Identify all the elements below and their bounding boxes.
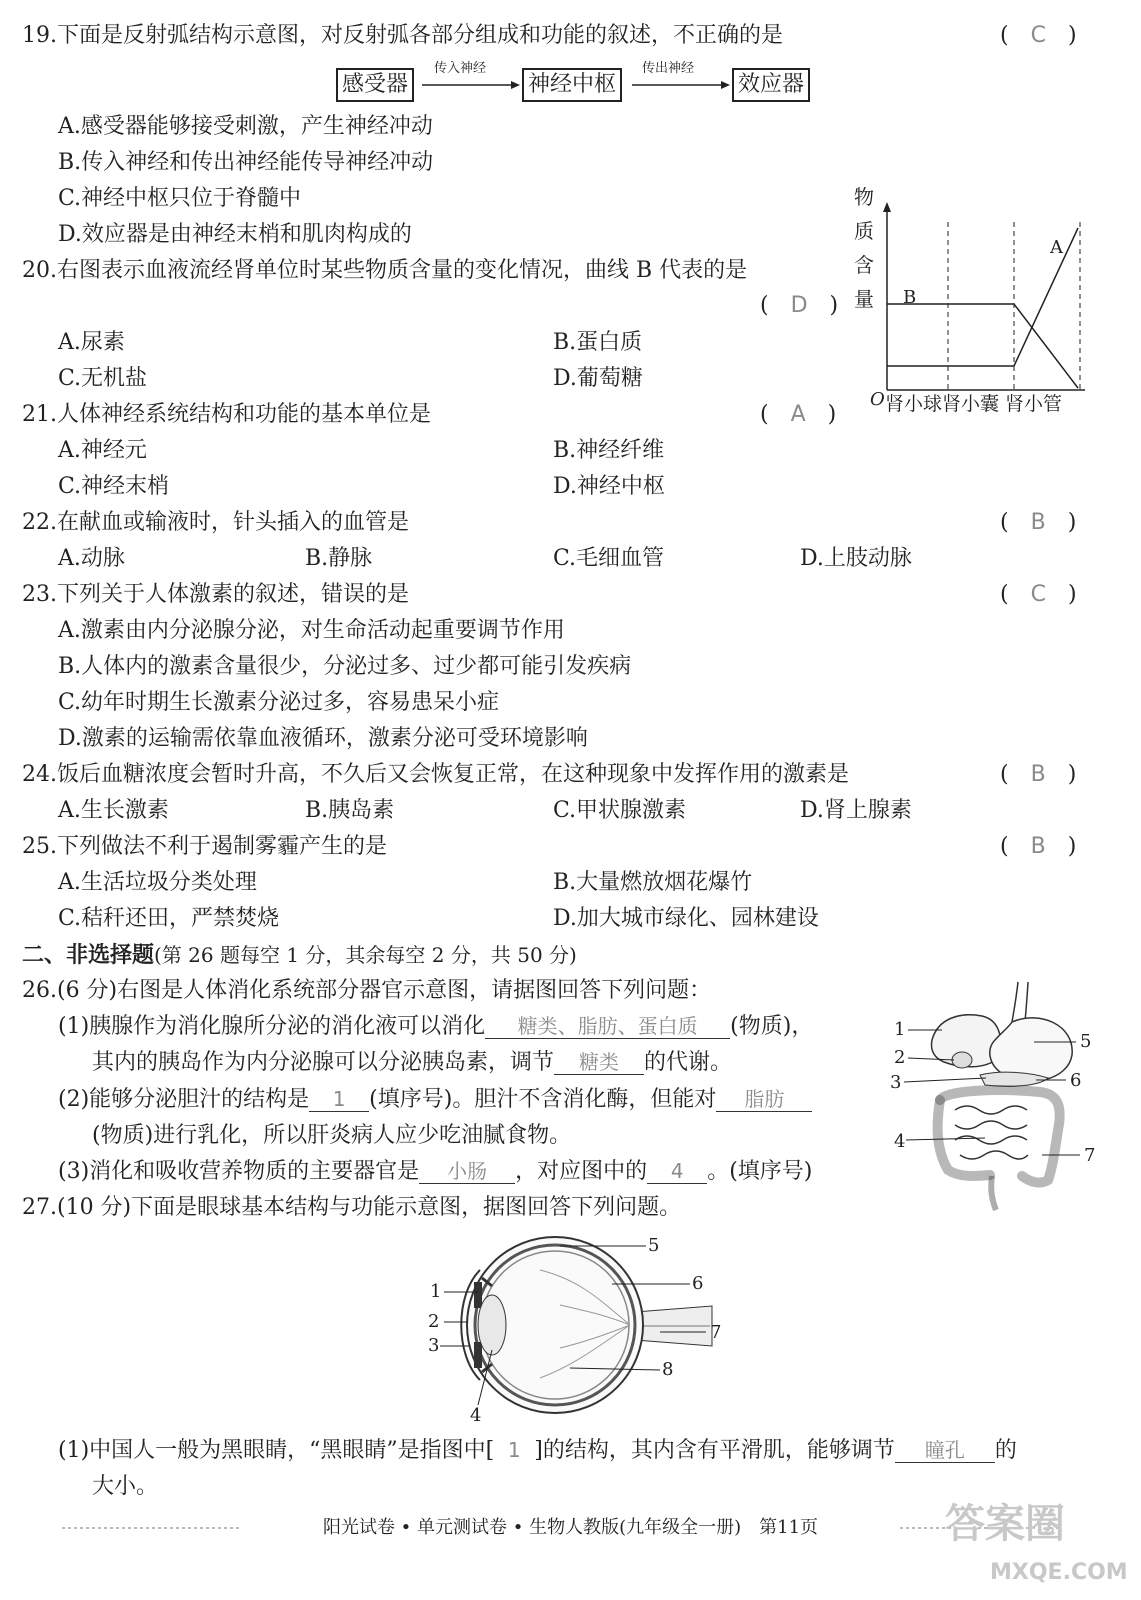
q23-option-d: D.激素的运输需依靠血液循环，激素分泌可受环境影响 bbox=[58, 726, 588, 751]
q24-stem: 24.饭后血糖浓度会暂时升高，不久后又会恢复正常，在这种现象中发挥作用的激素是 bbox=[22, 762, 849, 787]
q19-option-d: D.效应器是由神经末梢和肌肉构成的 bbox=[58, 222, 412, 247]
q19-option-b: B.传入神经和传出神经能传导神经冲动 bbox=[58, 150, 434, 175]
q19-stem: 19.下面是反射弧结构示意图，对反射弧各部分组成和功能的叙述，不正确的是 bbox=[22, 23, 783, 48]
watermark-url: MXQE.COM bbox=[990, 1560, 1128, 1585]
q20-option-a: A.尿素 bbox=[58, 330, 125, 355]
flow-receptor: 感受器 bbox=[336, 68, 414, 102]
q25-answer: ( B ) bbox=[1000, 834, 1077, 859]
graph-ylabel-4: 量 bbox=[854, 287, 874, 311]
q20-stem: 20.右图表示血液流经肾单位时某些物质含量的变化情况，曲线 B 代表的是 bbox=[22, 258, 748, 283]
section2-title: 二、非选择题 bbox=[22, 942, 155, 968]
q27-blank-1[interactable]: 1 bbox=[507, 1438, 521, 1462]
q26-blank-6[interactable]: 4 bbox=[647, 1159, 707, 1184]
q21-option-c: C.神经末梢 bbox=[58, 474, 170, 499]
digestive-label-6: 6 bbox=[1070, 1070, 1082, 1091]
q22-stem: 22.在献血或输液时，针头插入的血管是 bbox=[22, 510, 409, 535]
q21-option-b: B.神经纤维 bbox=[553, 438, 665, 463]
q24-option-d: D.肾上腺素 bbox=[800, 798, 912, 823]
digestive-label-1: 1 bbox=[894, 1019, 906, 1040]
q26-part1-line2: 其内的胰岛作为内分泌腺可以分泌胰岛素，调节 糖类 的代谢。 bbox=[92, 1050, 733, 1075]
q25-option-c: C.秸秆还田，严禁焚烧 bbox=[58, 906, 280, 931]
q19-option-a: A.感受器能够接受刺激，产生神经冲动 bbox=[58, 114, 433, 139]
q22-option-d: D.上肢动脉 bbox=[800, 546, 912, 571]
graph-origin: O bbox=[870, 389, 885, 410]
q27-stem: 27.(10 分)下面是眼球基本结构与功能示意图，据图回答下列问题。 bbox=[22, 1195, 682, 1220]
eye-label-7: 7 bbox=[710, 1322, 722, 1343]
q26-stem: 26.(6 分)右图是人体消化系统部分器官示意图，请据图回答下列问题： bbox=[22, 978, 712, 1003]
q23-answer: ( C ) bbox=[1000, 582, 1077, 607]
flow-afferent-label: 传入神经 bbox=[434, 61, 487, 76]
q22-answer: ( B ) bbox=[1000, 510, 1077, 535]
q24-option-a: A.生长激素 bbox=[58, 798, 169, 823]
q20-answer: ( D ) bbox=[760, 293, 839, 318]
q25-option-b: B.大量燃放烟花爆竹 bbox=[553, 870, 753, 895]
q21-option-d: D.神经中枢 bbox=[553, 474, 665, 499]
q20-option-b: B.蛋白质 bbox=[553, 330, 643, 355]
q26-part3: (3)消化和吸收营养物质的主要器官是 小肠 ，对应图中的 4 。(填序号) bbox=[58, 1159, 813, 1184]
graph-ylabel-1: 物 bbox=[854, 185, 874, 209]
digestive-label-7: 7 bbox=[1084, 1145, 1096, 1166]
q24-option-b: B.胰岛素 bbox=[305, 798, 395, 823]
q20-option-c: C.无机盐 bbox=[58, 366, 148, 391]
eye-label-5: 5 bbox=[648, 1235, 660, 1256]
digestive-label-2: 2 bbox=[894, 1047, 906, 1068]
digestive-label-5: 5 bbox=[1080, 1031, 1092, 1052]
digestive-label-4: 4 bbox=[894, 1131, 906, 1152]
q27-part1-line1: (1)中国人一般为黑眼睛，“黑眼睛”是指图中[ 1 ]的结构，其内含有平滑肌，能够调节 瞳孔 的 bbox=[58, 1438, 1017, 1463]
q26-blank-4[interactable]: 脂肪 bbox=[716, 1087, 812, 1112]
eye-label-2: 2 bbox=[428, 1311, 440, 1332]
q26-part2-line1: (2)能够分泌胆汁的结构是 1 (填序号)。胆汁不含消化酶，但能对 脂肪 bbox=[58, 1086, 812, 1114]
eye-label-8: 8 bbox=[662, 1359, 674, 1380]
section2-note: (第 26 题每空 1 分，其余每空 2 分，共 50 分) bbox=[154, 943, 577, 967]
graph-ylabel-2: 质 bbox=[854, 219, 874, 243]
eye-label-3: 3 bbox=[428, 1335, 440, 1356]
q26-blank-3[interactable]: 1 bbox=[309, 1087, 369, 1112]
q23-option-c: C.幼年时期生长激素分泌过多，容易患呆小症 bbox=[58, 690, 500, 715]
digestive-label-3: 3 bbox=[890, 1072, 902, 1093]
q21-answer: ( A ) bbox=[760, 402, 837, 427]
q21-stem: 21.人体神经系统结构和功能的基本单位是 bbox=[22, 402, 431, 427]
q27-part1-line2: 大小。 bbox=[92, 1474, 159, 1499]
watermark-logo: 答案圈 bbox=[945, 1501, 1065, 1547]
page-footer: 阳光试卷 • 单元测试卷 • 生物人教版(九年级全一册) 第11页 bbox=[322, 1517, 819, 1538]
q26-part1-line1: (1)胰腺作为消化腺所分泌的消化液可以消化 糖类、脂肪、蛋白质 (物质)， bbox=[58, 1014, 814, 1039]
q25-option-a: A.生活垃圾分类处理 bbox=[58, 870, 257, 895]
q22-option-b: B.静脉 bbox=[305, 546, 373, 571]
eye-label-4: 4 bbox=[470, 1405, 482, 1426]
graph-xlabel: 肾小球肾小囊 肾小管 bbox=[885, 393, 1063, 415]
graph-curve-a-label: A bbox=[1050, 237, 1063, 258]
q23-stem: 23.下列关于人体激素的叙述，错误的是 bbox=[22, 582, 409, 607]
q24-answer: ( B ) bbox=[1000, 762, 1077, 787]
q26-blank-1[interactable]: 糖类、脂肪、蛋白质 bbox=[485, 1014, 730, 1039]
q22-option-c: C.毛细血管 bbox=[553, 546, 665, 571]
q21-option-a: A.神经元 bbox=[58, 438, 147, 463]
q26-part2-line2: (物质)进行乳化，所以肝炎病人应少吃油腻食物。 bbox=[92, 1123, 572, 1148]
q25-option-d: D.加大城市绿化、园林建设 bbox=[553, 906, 819, 931]
q19-answer: ( C ) bbox=[1000, 23, 1077, 48]
q25-stem: 25.下列做法不利于遏制雾霾产生的是 bbox=[22, 834, 387, 859]
flow-center: 神经中枢 bbox=[522, 68, 622, 102]
q23-option-b: B.人体内的激素含量很少，分泌过多、过少都可能引发疾病 bbox=[58, 654, 632, 679]
q22-option-a: A.动脉 bbox=[58, 546, 125, 571]
graph-ylabel-3: 含 bbox=[854, 253, 874, 277]
flow-efferent-label: 传出神经 bbox=[642, 61, 695, 76]
q27-blank-2[interactable]: 瞳孔 bbox=[895, 1438, 995, 1463]
eye-label-1: 1 bbox=[430, 1281, 442, 1302]
q26-blank-2[interactable]: 糖类 bbox=[554, 1050, 644, 1075]
eye-label-6: 6 bbox=[692, 1273, 704, 1294]
q26-blank-5[interactable]: 小肠 bbox=[419, 1159, 515, 1184]
graph-curve-b-label: B bbox=[903, 287, 917, 308]
q24-option-c: C.甲状腺激素 bbox=[553, 798, 687, 823]
q20-option-d: D.葡萄糖 bbox=[553, 366, 643, 391]
q23-option-a: A.激素由内分泌腺分泌，对生命活动起重要调节作用 bbox=[58, 618, 565, 643]
flow-effector: 效应器 bbox=[732, 68, 810, 102]
q19-option-c: C.神经中枢只位于脊髓中 bbox=[58, 186, 302, 211]
